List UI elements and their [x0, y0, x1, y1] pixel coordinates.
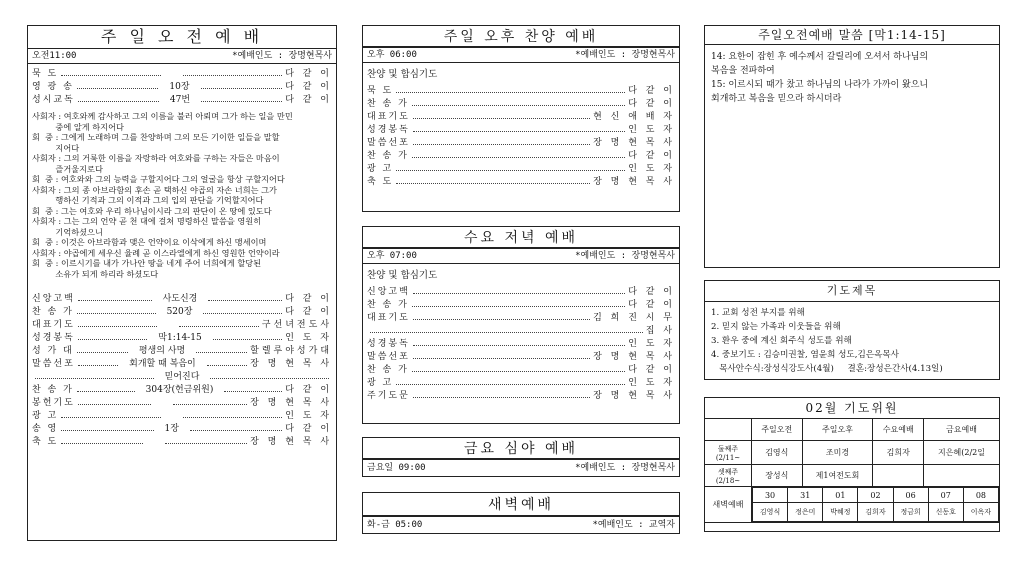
order-label: 광 고: [367, 164, 394, 174]
leader-dots: [201, 81, 283, 89]
leader-dots: [396, 163, 625, 171]
order-person: 다 같 이: [628, 99, 675, 109]
dawn-name-cell: 박혜정: [823, 503, 858, 522]
wednesday-time: 오후 07:00: [367, 251, 417, 261]
order-person: 집 사: [645, 326, 675, 336]
order-person: 장 명 현 목 사: [593, 391, 675, 401]
order-label: 대표기도: [367, 313, 410, 323]
prayer-item: 2. 믿지 않는 가족과 이웃들을 위해: [711, 322, 841, 332]
dawn-name-cell: 김희자: [858, 503, 893, 522]
dawn-committee-grid: [752, 487, 999, 522]
wednesday-info-bar: [363, 249, 679, 264]
order-person: 장 명 현 목 사: [593, 177, 675, 187]
order-label: 송 영: [32, 424, 59, 434]
order-label: 찬 송 가: [367, 365, 409, 375]
sermon-verses: [705, 45, 999, 111]
afternoon-order: [367, 85, 675, 189]
dawn-title: 새벽예배: [487, 497, 555, 513]
order-person: 할렐루야성가대: [250, 346, 332, 356]
leader-dots: [412, 98, 625, 106]
leader-dots: [61, 423, 153, 431]
committee-cell: 제1여전도회: [802, 465, 873, 487]
order-label: 찬 송 가: [32, 385, 74, 395]
responsive-line: 회 중 : 여호와와 그의 능력을 구할지어다 그의 얼굴을 항상 구할지어다: [32, 174, 285, 184]
prayer-title: 기도제목: [705, 281, 999, 302]
leader-dots: [78, 397, 152, 405]
wednesday-panel: [362, 248, 680, 424]
dawn-leader: *예배인도 : 교역자: [592, 520, 675, 530]
order-label: 찬 송 가: [367, 300, 409, 310]
dawn-name-cell: 정은미: [788, 503, 823, 522]
leader-dots: [208, 293, 282, 301]
order-row: [367, 390, 675, 403]
order-person: 다 같 이: [285, 294, 332, 304]
leader-dots: [165, 436, 247, 444]
responsive-line: 사회자 : 그의 거룩한 이름을 자랑하라 여호와를 구하는 자들은 마음이: [32, 153, 280, 163]
committee-dawn-row: [705, 487, 1000, 523]
responsive-line: 기억하셨으니: [32, 226, 103, 237]
leader-dots: [396, 377, 625, 385]
committee-week2-row: [705, 441, 1000, 465]
dawn-date-cell: 02: [858, 488, 893, 503]
order-row: [32, 410, 332, 423]
order-detail: 10장: [169, 82, 190, 92]
responsive-line: 행하신 기적과 그의 이적과 그의 입의 판단을 기억할지어다: [32, 195, 264, 205]
order-person: 다 같 이: [628, 151, 675, 161]
order-person: 다 같 이: [285, 424, 332, 434]
order-label: 성경봉독: [367, 339, 410, 349]
order-label: 말씀선포: [367, 352, 410, 362]
committee-header-cell: 주일오후: [802, 419, 873, 441]
committee-header-cell: [705, 419, 752, 441]
order-label: 성경봉독: [32, 333, 75, 343]
dawn-name-cell: 신동호: [928, 503, 963, 522]
leader-dots: [61, 436, 143, 444]
leader-dots: [201, 94, 282, 102]
responsive-line: 사회자 : 야곱에게 세우신 율례 곧 이스라엘에게 하신 영원한 언약이라: [32, 247, 280, 258]
committee-title: 02월 기도위원: [805, 401, 899, 415]
order-person: 다 같 이: [285, 95, 332, 105]
responsive-line: 지어다: [32, 142, 80, 153]
dawn-name-cell: 정금희: [893, 503, 928, 522]
order-row: [367, 111, 675, 124]
wednesday-header: [362, 226, 680, 248]
leader-dots: [413, 137, 590, 145]
committee-header-cell: 주일오전: [752, 419, 803, 441]
leader-dots: [396, 176, 590, 184]
leader-dots: [173, 397, 247, 405]
order-row: [367, 312, 675, 325]
morning-responsive-reading: [28, 107, 336, 279]
order-person: 다 같 이: [285, 82, 332, 92]
leader-dots: [207, 358, 247, 366]
morning-leader: *예배인도 : 장명현목사: [232, 51, 332, 61]
committee-cell: [873, 465, 924, 487]
order-row: [32, 384, 332, 397]
order-person: 장 명 현 목 사: [593, 352, 675, 362]
committee-cell: 지은혜(2/2일: [924, 441, 1000, 465]
order-row: [32, 319, 332, 332]
order-person: 다 같 이: [628, 287, 675, 297]
friday-title: 금요 심야 예배: [463, 441, 579, 457]
dawn-date-cell: 01: [823, 488, 858, 503]
dawn-info-bar: [363, 517, 679, 533]
responsive-line: 사회자 : 그는 그의 언약 곧 천 대에 걸쳐 명령하신 말씀을 영원히: [32, 216, 262, 226]
sermon-verse-line: 회개하고 복음을 믿으라 하시더라: [711, 94, 842, 104]
order-row: [367, 124, 675, 137]
leader-dots: [61, 68, 160, 76]
leader-dots: [412, 364, 625, 372]
afternoon-section: 찬양 및 합심기도: [367, 69, 438, 80]
order-person: 인 도 자: [628, 378, 675, 388]
leader-dots: [213, 332, 283, 340]
order-row: [367, 98, 675, 111]
committee-panel: [704, 397, 1000, 532]
order-row: [367, 351, 675, 364]
prayer-items: [705, 302, 999, 380]
order-row: [367, 299, 675, 312]
friday-header: [362, 437, 680, 459]
leader-dots: [35, 371, 154, 379]
order-person: 장 명 현 목 사: [250, 398, 332, 408]
order-detail: 520장: [166, 307, 193, 317]
morning-time: 오전11:00: [32, 51, 77, 61]
leader-dots: [196, 345, 247, 353]
sermon-verse-line: 복음을 전파하여: [711, 66, 775, 76]
responsive-line: 회 중 : 이것은 아브라함과 맺은 언약이요 이삭에게 하신 맹세이며: [32, 237, 267, 247]
order-row: [367, 377, 675, 390]
order-label: 축 도: [367, 177, 394, 187]
committee-cell: [924, 465, 1000, 487]
order-row: [32, 345, 332, 358]
morning-order-bottom: [28, 279, 336, 449]
dawn-date-cell: 30: [753, 488, 788, 503]
dawn-panel: [362, 516, 680, 534]
order-detail: 회개할 때 복음이: [129, 359, 196, 369]
committee-cell: 장성식: [752, 465, 803, 487]
prayer-item: 목사안수식:장성식강도사(4월) 결혼:장성은간사(4.13일): [711, 364, 943, 374]
dawn-name-cell: 이옥자: [963, 503, 998, 522]
committee-cell: 조미경: [802, 441, 873, 465]
leader-dots: [210, 371, 329, 379]
leader-dots: [78, 94, 159, 102]
dawn-header: [362, 492, 680, 516]
order-label: 말씀선포: [32, 359, 75, 369]
dawn-date-cell: 06: [893, 488, 928, 503]
order-person: 인 도 자: [285, 333, 332, 343]
order-person: 다 같 이: [285, 69, 332, 79]
prayer-item: 3. 환우 중에 계신 회주식 성도를 위해: [711, 336, 852, 346]
order-label: 묵 도: [32, 69, 59, 79]
responsive-line: 즐거울지로다: [32, 163, 103, 174]
responsive-line: 회 중 : 그에게 노래하며 그를 찬양하며 그의 모든 기이한 일들을 말할: [32, 132, 280, 142]
order-person: 다 같 이: [285, 385, 332, 395]
order-person: 다 같 이: [628, 365, 675, 375]
order-row: [367, 286, 675, 299]
responsive-line: 회 중 : 그는 여호와 우리 하나님이시라 그의 판단이 온 땅에 있도다: [32, 205, 272, 216]
leader-dots: [77, 81, 159, 89]
dawn-name-row: [753, 503, 999, 522]
order-label: 영 광 송: [32, 82, 74, 92]
responsive-line: 사회자 : 여호와께 감사하고 그의 이름을 불러 아뢰며 그가 하는 일을 만민: [32, 111, 293, 121]
order-row: [367, 137, 675, 150]
sermon-panel: [704, 25, 1000, 268]
week2-label: 둘째주 (2/11~: [705, 441, 752, 465]
leader-dots: [179, 319, 259, 327]
order-label: 대표기도: [32, 320, 75, 330]
dawn-date-row: [753, 488, 999, 503]
order-row: [367, 150, 675, 163]
committee-week3-row: [705, 465, 1000, 487]
wednesday-section: 찬양 및 합심기도: [367, 270, 438, 281]
order-row: [32, 94, 332, 107]
order-detail: 평생의 사명: [138, 346, 186, 356]
order-label: 성시교독: [32, 95, 75, 105]
morning-order-top: [28, 64, 336, 107]
order-label: 찬 송 가: [367, 99, 409, 109]
responsive-line: 소유가 되게 하리라 하셨도다: [32, 268, 159, 279]
order-label: 말씀선포: [367, 138, 410, 148]
dawn-time: 화-금 05:00: [367, 520, 423, 530]
leader-dots: [412, 150, 625, 158]
sermon-title: 주일오전예배 말씀 [막1:14-15]: [705, 26, 999, 45]
leader-dots: [183, 410, 282, 418]
order-row: [32, 423, 332, 436]
leader-dots: [78, 293, 152, 301]
committee-header-cell: 수요예배: [873, 419, 924, 441]
leader-dots: [190, 423, 282, 431]
order-label: 축 도: [32, 437, 59, 447]
afternoon-info-bar: [363, 48, 679, 63]
leader-dots: [413, 312, 590, 320]
order-person: 장 명 현 목 사: [593, 138, 675, 148]
committee-table: [704, 418, 1000, 523]
order-person: 장 명 현 목 사: [250, 359, 332, 369]
order-person: 다 같 이: [628, 86, 675, 96]
leader-dots: [77, 306, 156, 314]
leader-dots: [396, 85, 625, 93]
order-row: [32, 332, 332, 345]
leader-dots: [413, 111, 590, 119]
committee-header-cell: 금요예배: [924, 419, 1000, 441]
friday-leader: *예배인도 : 장명현목사: [575, 463, 675, 473]
afternoon-header: [362, 25, 680, 47]
leader-dots: [77, 384, 135, 392]
order-row: [367, 364, 675, 377]
prayer-panel: [704, 280, 1000, 380]
leader-dots: [413, 124, 625, 132]
order-detail: 막1:14-15: [158, 333, 202, 343]
order-detail: 304장(헌금위원): [145, 385, 214, 395]
leader-dots: [413, 338, 625, 346]
leader-dots: [78, 332, 148, 340]
committee-header-row: [705, 419, 1000, 441]
leader-dots: [203, 306, 282, 314]
friday-info-bar: [363, 460, 679, 476]
leader-dots: [224, 384, 282, 392]
leader-dots: [413, 390, 590, 398]
prayer-item: 4. 중보기도 : 김승미권찰, 염윤희 성도,김은옥목사: [711, 350, 899, 360]
order-label: 성경봉독: [367, 125, 410, 135]
leader-dots: [78, 319, 158, 327]
sermon-verse-line: 15: 이르시되 때가 찼고 하나님의 나라가 가까이 왔으니: [711, 80, 929, 90]
order-row: [367, 176, 675, 189]
morning-info-bar: [28, 49, 336, 64]
order-person: 인 도 자: [628, 125, 675, 135]
dawn-committee-label: 새벽예배: [705, 487, 752, 523]
order-detail: 믿어진다: [164, 372, 200, 382]
order-row: [32, 81, 332, 94]
dawn-date-cell: 31: [788, 488, 823, 503]
order-person: 김 희 진 시 무: [593, 313, 675, 323]
order-detail: 47번: [169, 95, 191, 105]
afternoon-time: 오후 06:00: [367, 50, 417, 60]
order-person: 다 같 이: [628, 300, 675, 310]
leader-dots: [77, 345, 128, 353]
dawn-date-cell: 08: [963, 488, 998, 503]
order-label: 광 고: [32, 411, 59, 421]
wednesday-leader: *예배인도 : 장명현목사: [575, 251, 675, 261]
order-person: 구선녀전도사: [261, 320, 332, 330]
dawn-name-cell: 김영식: [753, 503, 788, 522]
order-row: [32, 358, 332, 371]
order-label: 신앙고백: [367, 287, 410, 297]
order-row: [32, 293, 332, 306]
afternoon-title: 주일 오후 찬양 예배: [443, 29, 599, 45]
order-label: 성 가 대: [32, 346, 74, 356]
order-detail: 1장: [164, 424, 179, 434]
order-label: 찬 송 가: [32, 307, 74, 317]
week3-label: 셋째주 (2/18~: [705, 465, 752, 487]
order-row: [32, 436, 332, 449]
leader-dots: [61, 410, 160, 418]
wednesday-title: 수요 저녁 예배: [463, 230, 579, 246]
responsive-line: 중에 알게 하지어다: [32, 121, 124, 132]
friday-panel: [362, 459, 680, 477]
order-person: 인 도 자: [628, 339, 675, 349]
order-label: 광 고: [367, 378, 394, 388]
responsive-line: 회 중 : 이르시기를 내가 가나안 땅을 네게 주어 너희에게 할당된: [32, 258, 262, 268]
prayer-item: 1. 교회 성전 부지를 위해: [711, 308, 805, 318]
responsive-line: 사회자 : 그의 종 아브라함의 후손 곧 택하신 야곱의 자손 너희는 그가: [32, 184, 277, 195]
order-row: [32, 68, 332, 81]
order-label: 대표기도: [367, 112, 410, 122]
friday-time: 금요일 09:00: [367, 463, 426, 473]
leader-dots: [413, 286, 625, 294]
order-person: 인 도 자: [628, 164, 675, 174]
order-row: [32, 306, 332, 319]
order-person: 장 명 현 목 사: [250, 437, 332, 447]
sermon-verse-line: 14: 요한이 잡힌 후 예수께서 갈릴리에 오셔서 하나님의: [711, 52, 929, 62]
afternoon-panel: [362, 47, 680, 212]
morning-title: 주 일 오 전 예 배: [28, 26, 336, 49]
afternoon-leader: *예배인도 : 장명현목사: [575, 50, 675, 60]
order-row: [367, 325, 675, 338]
order-label: 찬 송 가: [367, 151, 409, 161]
leader-dots: [413, 351, 590, 359]
order-row: [32, 397, 332, 410]
order-row: [367, 85, 675, 98]
committee-cell: 김영식: [752, 441, 803, 465]
order-label: 신앙고백: [32, 294, 75, 304]
order-row: [367, 163, 675, 176]
committee-cell: 김희자: [873, 441, 924, 465]
order-person: 현 신 애 배 자: [593, 112, 675, 122]
order-person: 인 도 자: [285, 411, 332, 421]
order-detail: 사도신경: [162, 294, 198, 304]
order-label: 주기도문: [367, 391, 410, 401]
wednesday-order: [367, 286, 675, 403]
leader-dots: [183, 68, 282, 76]
order-person: 다 같 이: [285, 307, 332, 317]
leader-dots: [370, 325, 643, 333]
leader-dots: [412, 299, 625, 307]
order-label: 묵 도: [367, 86, 394, 96]
dawn-date-cell: 07: [928, 488, 963, 503]
order-row: [367, 338, 675, 351]
morning-worship-panel: [27, 25, 337, 541]
leader-dots: [78, 358, 118, 366]
order-label: 봉헌기도: [32, 398, 75, 408]
order-row: [32, 371, 332, 384]
